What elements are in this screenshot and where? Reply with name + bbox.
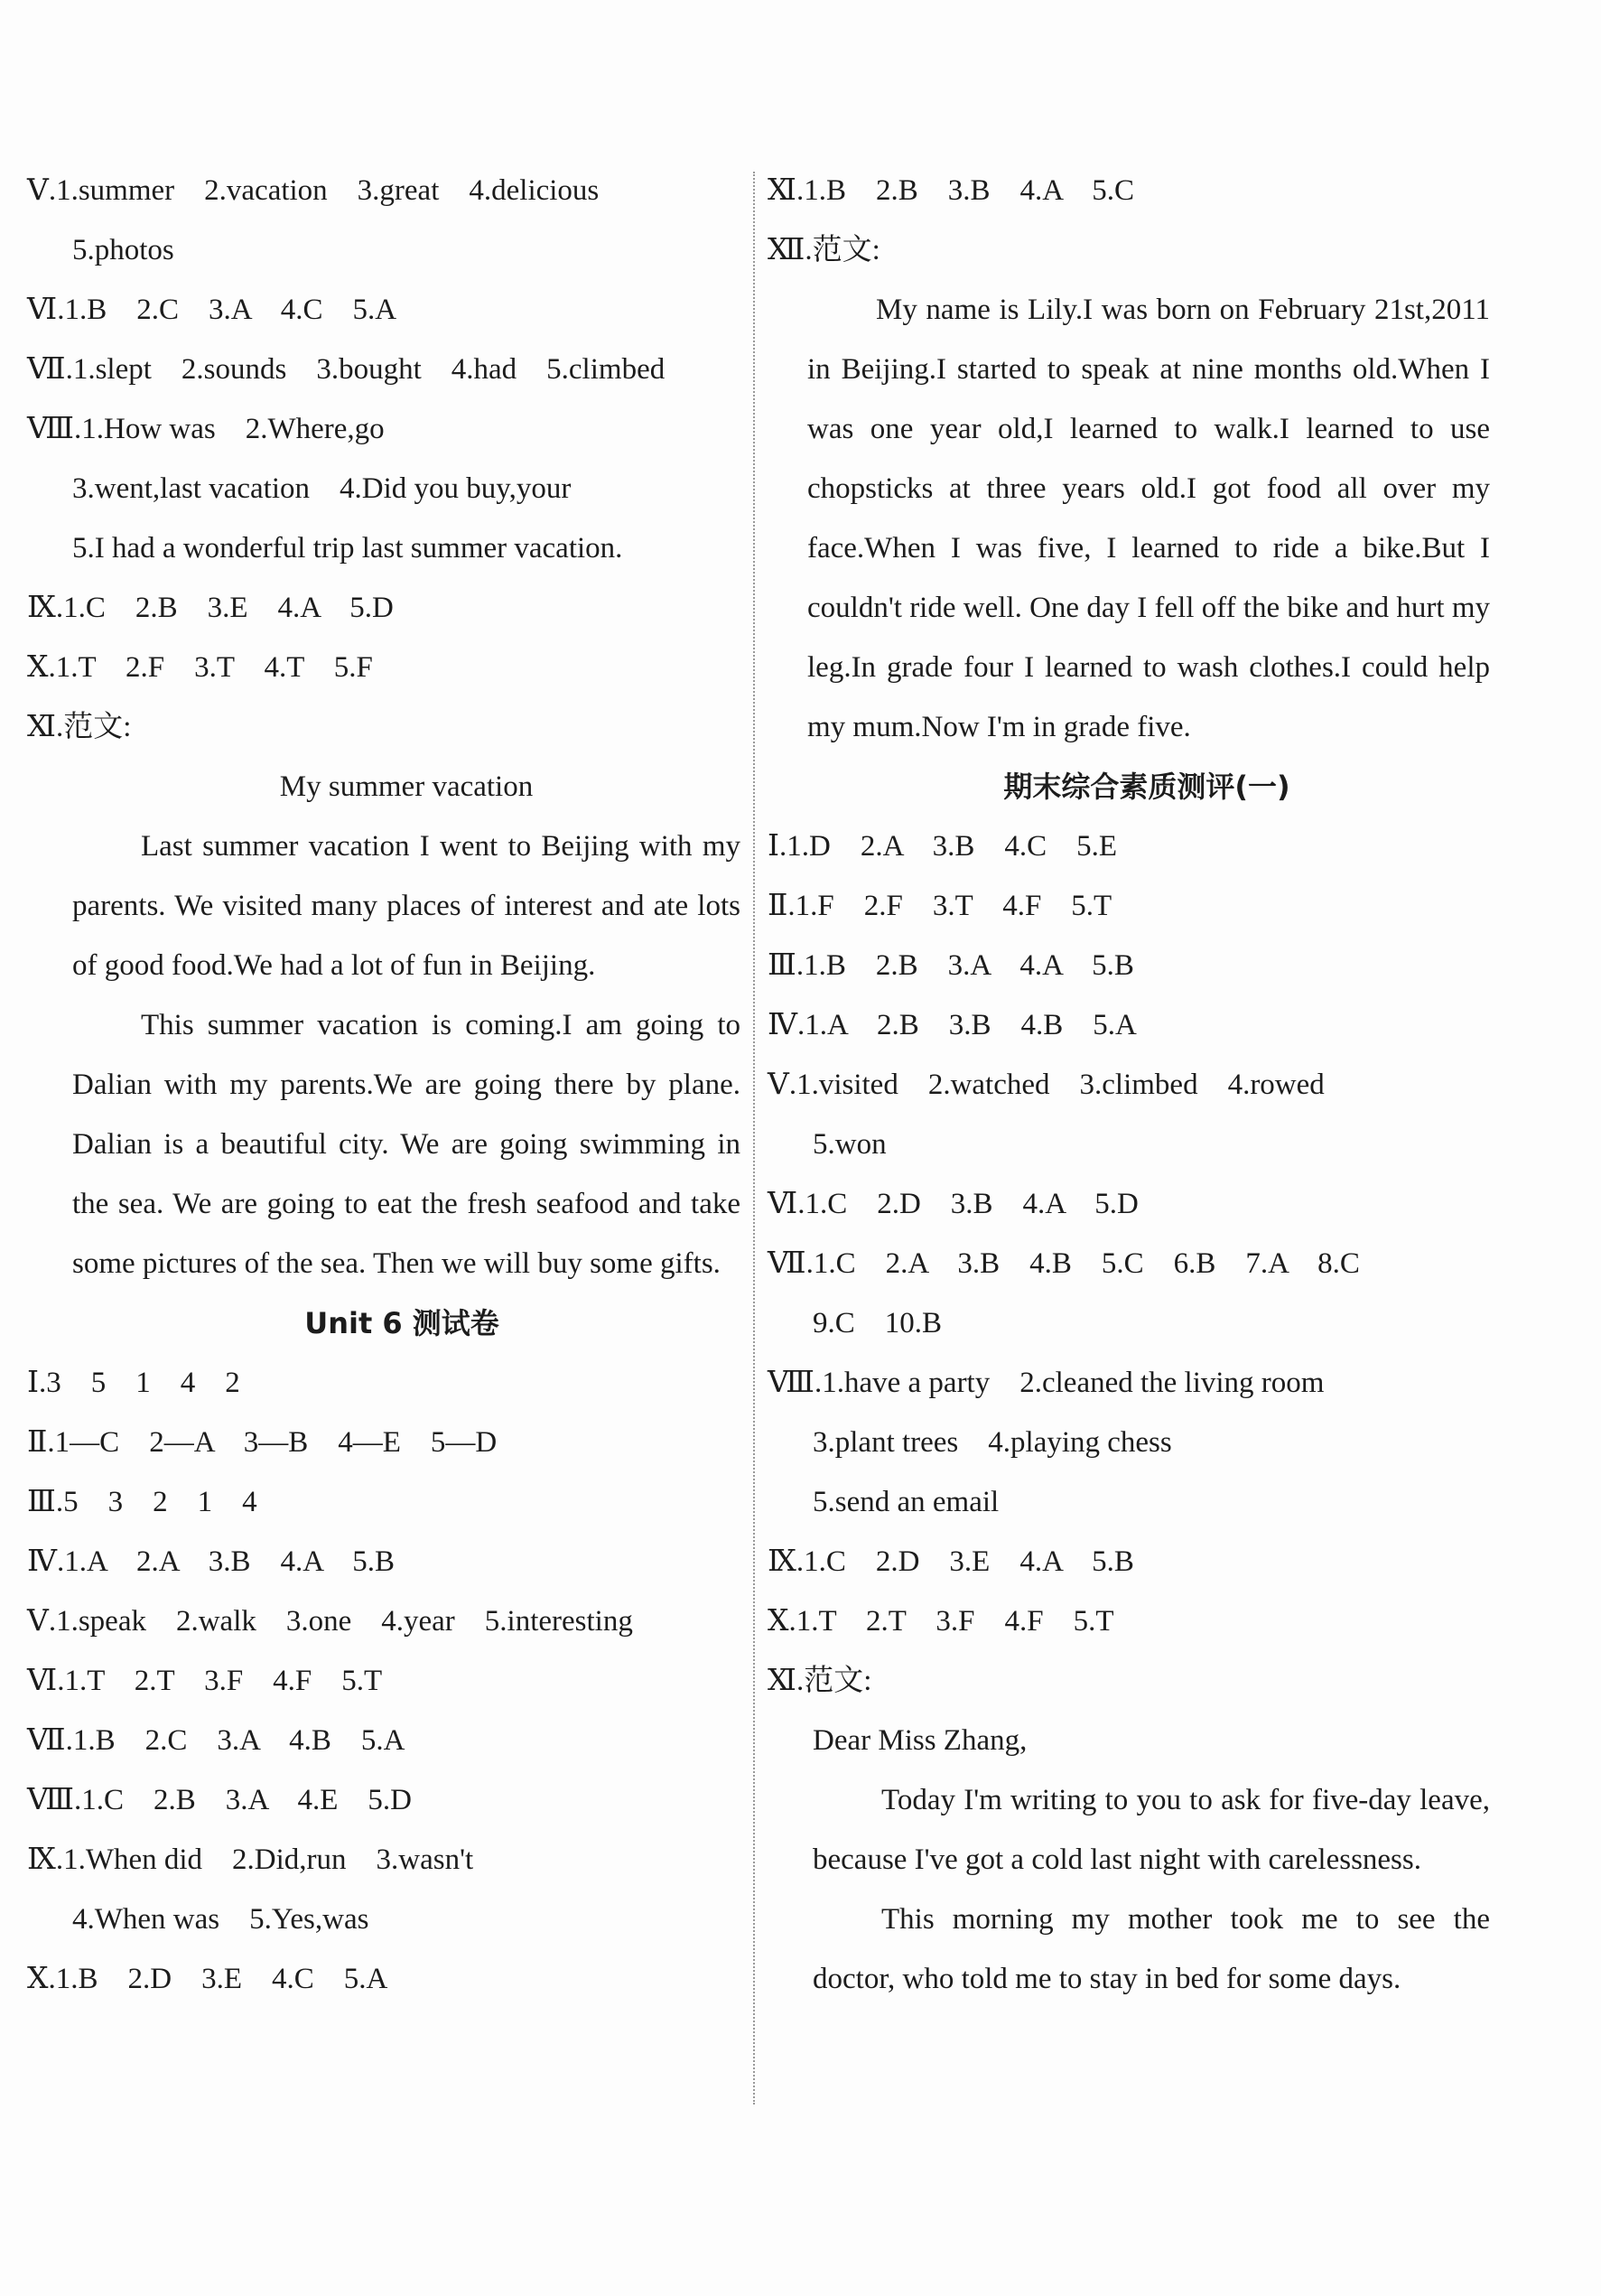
answer-line: Ⅱ.1—C 2—A 3—B 4—E 5—D xyxy=(27,1426,498,1459)
answer-line: Ⅰ.3 5 1 4 2 xyxy=(27,1367,240,1399)
letter-paragraph: Today I'm writing to you to ask for five-day leave, because I've got a cold last night with carelessness. xyxy=(813,1784,1490,1876)
answer-line: Ⅹ.1.B 2.D 3.E 4.C 5.A xyxy=(27,1963,388,1995)
answer-line: 5.won xyxy=(813,1128,887,1161)
section-label: Ⅻ.范文: xyxy=(768,234,880,266)
answer-line: Ⅳ.1.A 2.A 3.B 4.A 5.B xyxy=(27,1545,396,1578)
left-column xyxy=(27,161,740,2009)
answer-line: Ⅹ.1.T 2.T 3.F 4.F 5.T xyxy=(768,1605,1114,1638)
answer-line: 5.I had a wonderful trip last summer vacation. xyxy=(72,532,623,565)
answer-line: Ⅷ.1.C 2.B 3.A 4.E 5.D xyxy=(27,1784,413,1816)
essay-title: My summer vacation xyxy=(279,770,534,803)
answer-line: Ⅸ.1.When did 2.Did,run 3.wasn't xyxy=(27,1843,474,1876)
essay-paragraph: This summer vacation is coming.I am going to Dalian with my parents.We are going there by plane. Dalian is a beautiful city. We are going swimming in the sea. We are going to eat the fresh seafood and take some pictures of the sea. Then we will buy some gifts. xyxy=(72,1009,740,1280)
answer-line: Ⅶ.1.slept 2.sounds 3.bought 4.had 5.climbed xyxy=(27,353,666,386)
answer-line: 3.plant trees 4.playing chess xyxy=(813,1426,1172,1459)
answer-line: 3.went,last vacation 4.Did you buy,your xyxy=(72,472,572,505)
answer-line: Ⅲ.5 3 2 1 4 xyxy=(27,1486,257,1518)
answer-line: Ⅳ.1.A 2.B 3.B 4.B 5.A xyxy=(768,1009,1137,1041)
answer-line: Ⅶ.1.B 2.C 3.A 4.B 5.A xyxy=(27,1724,405,1757)
answer-line: 9.C 10.B xyxy=(813,1307,943,1339)
answer-line: Ⅵ.1.T 2.T 3.F 4.F 5.T xyxy=(27,1665,383,1697)
answer-line: 4.When was 5.Yes,was xyxy=(72,1903,369,1936)
answer-line: Ⅵ.1.C 2.D 3.B 4.A 5.D xyxy=(768,1188,1139,1220)
essay-paragraph: My name is Lily.I was born on February 21st,2011 in Beijing.I started to speak at nine months old.When I was one year old,I learned to walk.I learned to use chopsticks at three years old.I got food all over my face.When I was five, I learned to ride a bike.But I couldn't ride well. One day I fell off the bike and hurt my leg.In grade four I learned to wash clothes.I could help my mum.Now I'm in grade five. xyxy=(807,294,1490,743)
answer-line: 5.photos xyxy=(72,234,174,266)
right-column xyxy=(768,161,1490,2009)
section-heading: 期末综合素质测评(一) xyxy=(1003,770,1290,804)
answer-line: Ⅰ.1.D 2.A 3.B 4.C 5.E xyxy=(768,830,1118,863)
answer-line: Ⅲ.1.B 2.B 3.A 4.A 5.B xyxy=(768,949,1134,982)
answer-line: Ⅹ.1.T 2.F 3.T 4.T 5.F xyxy=(27,651,373,684)
section-heading: Unit 6 测试卷 xyxy=(304,1306,499,1340)
answer-line: Ⅺ.1.B 2.B 3.B 4.A 5.C xyxy=(768,174,1135,207)
letter-greeting: Dear Miss Zhang, xyxy=(813,1724,1028,1757)
answer-line: Ⅸ.1.C 2.D 3.E 4.A 5.B xyxy=(768,1545,1134,1578)
section-label: Ⅺ.范文: xyxy=(768,1665,872,1697)
section-label: Ⅺ.范文: xyxy=(27,711,132,743)
answer-line: Ⅴ.1.speak 2.walk 3.one 4.year 5.interesting xyxy=(27,1605,633,1638)
essay-paragraph: Last summer vacation I went to Beijing with my parents. We visited many places of interest and ate lots of good food.We had a lot of fun in Beijing. xyxy=(72,830,740,982)
answer-line: Ⅷ.1.How was 2.Where,go xyxy=(27,413,385,445)
letter-paragraph: This morning my mother took me to see the doctor, who told me to stay in bed for some days. xyxy=(813,1903,1490,1995)
answer-line: Ⅴ.1.summer 2.vacation 3.great 4.delicious xyxy=(27,174,600,207)
answer-line: Ⅱ.1.F 2.F 3.T 4.F 5.T xyxy=(768,890,1112,922)
answer-line: Ⅴ.1.visited 2.watched 3.climbed 4.rowed xyxy=(768,1069,1325,1101)
answer-line: Ⅷ.1.have a party 2.cleaned the living room xyxy=(768,1367,1325,1399)
column-divider xyxy=(753,172,755,2105)
answer-line: Ⅵ.1.B 2.C 3.A 4.C 5.A xyxy=(27,294,397,326)
answer-line: 5.send an email xyxy=(813,1486,1000,1518)
answer-line: Ⅸ.1.C 2.B 3.E 4.A 5.D xyxy=(27,592,394,624)
answer-line: Ⅶ.1.C 2.A 3.B 4.B 5.C 6.B 7.A 8.C xyxy=(768,1247,1360,1280)
